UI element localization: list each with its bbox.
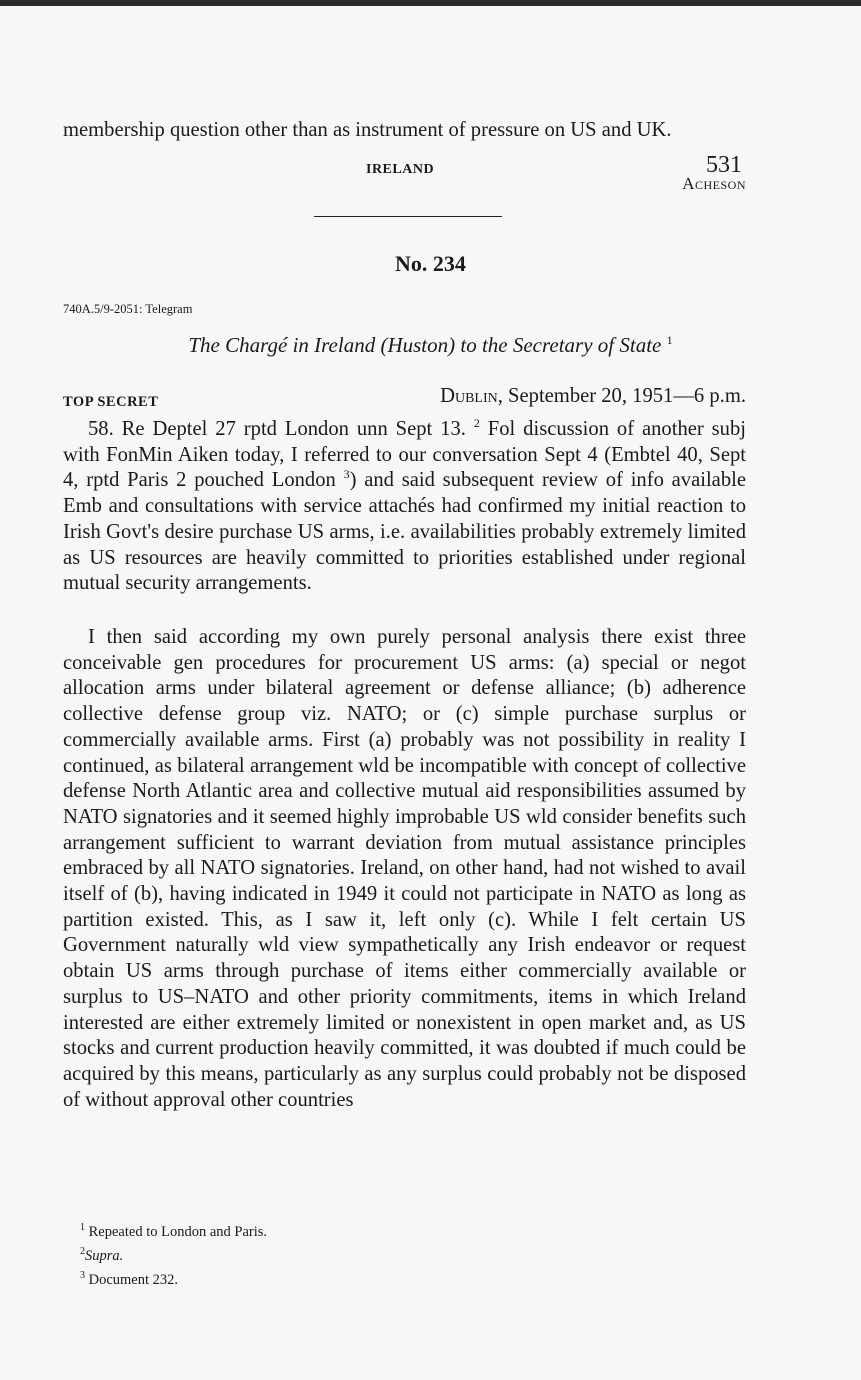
section-title: IRELAND <box>366 162 435 177</box>
footnote-marker-3: 3 <box>343 467 350 482</box>
footnotes <box>80 1218 267 1289</box>
dateline-date: , September 20, 1951—6 p.m. <box>497 385 746 407</box>
paragraph-1-part-a: 58. Re Deptel 27 rptd London unn Sept 13. <box>88 418 466 440</box>
paragraph-1-part-b: Fol discussion of another subj with FonMin Aiken today, I referred to our conversation Sept 4 (Embtel 40, Sept 4, rptd Paris 2 pouched London <box>63 418 746 492</box>
classification: TOP SECRET <box>63 394 159 410</box>
telegram-paragraph-2: I then said according my own purely personal analysis there exist three conceivable gen procedures for procurement US arms: (a) special or negot allocation arms under bilateral agreement or defense alliance; (b) adherence collective defense group viz. NATO; or (c) simple purchase surplus or commercially available arms. First (a) probably was not possibility in reality I continued, as bilateral arrangement wld be incompatible with concept of collective defense North Atlantic area and collective mutual aid responsibilities assumed by NATO signatories and it seemed highly improbable US wld consider benefits such arrangement sufficient to warrant deviation from mutual assistance principles embraced by all NATO signatories. Ireland, on other hand, had not wished to avail itself of (b), having indicated in 1949 it could not participate in NATO as long as partition existed. This, as I saw it, left only (c). While I felt certain US Government naturally wld view sympathetically any Irish endeavor or request obtain US arms through purchase of items either commercially available or surplus to US–NATO and other priority commitments, items in which Ireland interested are either extremely limited or nonexistent in open market and, as US stocks and current production heavily committed, it was doubted if much could be acquired by this means, particularly as any surplus could probably not be disposed of without approval other countries <box>63 626 746 1111</box>
footnote-3-text: Document 232. <box>85 1271 179 1288</box>
section-divider <box>314 216 502 217</box>
paragraph-1-part-c: ) and said subsequent review of info available Emb and consultations with service attachés had confirmed my initial reaction to Irish Govt's desire purchase US arms, i.e. availabilities probably extremely limited as US resources are heavily committed to priorities established under regional mutual security arrangements. <box>63 469 746 595</box>
footnote-marker-2: 2 <box>473 416 480 431</box>
dateline <box>0 385 746 408</box>
page-number: 531 <box>706 152 742 178</box>
document-heading <box>0 333 861 358</box>
dateline-place: Dublin <box>440 385 498 407</box>
footnote-2 <box>80 1242 267 1266</box>
file-reference: 740A.5/9-2051: Telegram <box>63 302 193 316</box>
telegram-paragraph-1 <box>63 417 746 597</box>
footnote-3 <box>80 1266 267 1290</box>
footnote-1-text: Repeated to London and Paris. <box>85 1223 268 1240</box>
footnote-2-marker: 2 <box>80 1245 85 1257</box>
footnote-1 <box>80 1218 267 1242</box>
footnote-3-marker: 3 <box>80 1269 85 1281</box>
document-number: No. 234 <box>395 251 466 276</box>
footnote-2-text: Supra. <box>85 1247 124 1264</box>
footnote-marker-1: 1 <box>666 333 673 347</box>
previous-document-closing-text: membership question other than as instrument of pressure on US and UK. <box>63 119 672 141</box>
footnote-1-marker: 1 <box>80 1222 85 1233</box>
signature: Acheson <box>682 174 746 193</box>
document-heading-text: The Chargé in Ireland (Huston) to the Secretary of State <box>188 333 662 357</box>
